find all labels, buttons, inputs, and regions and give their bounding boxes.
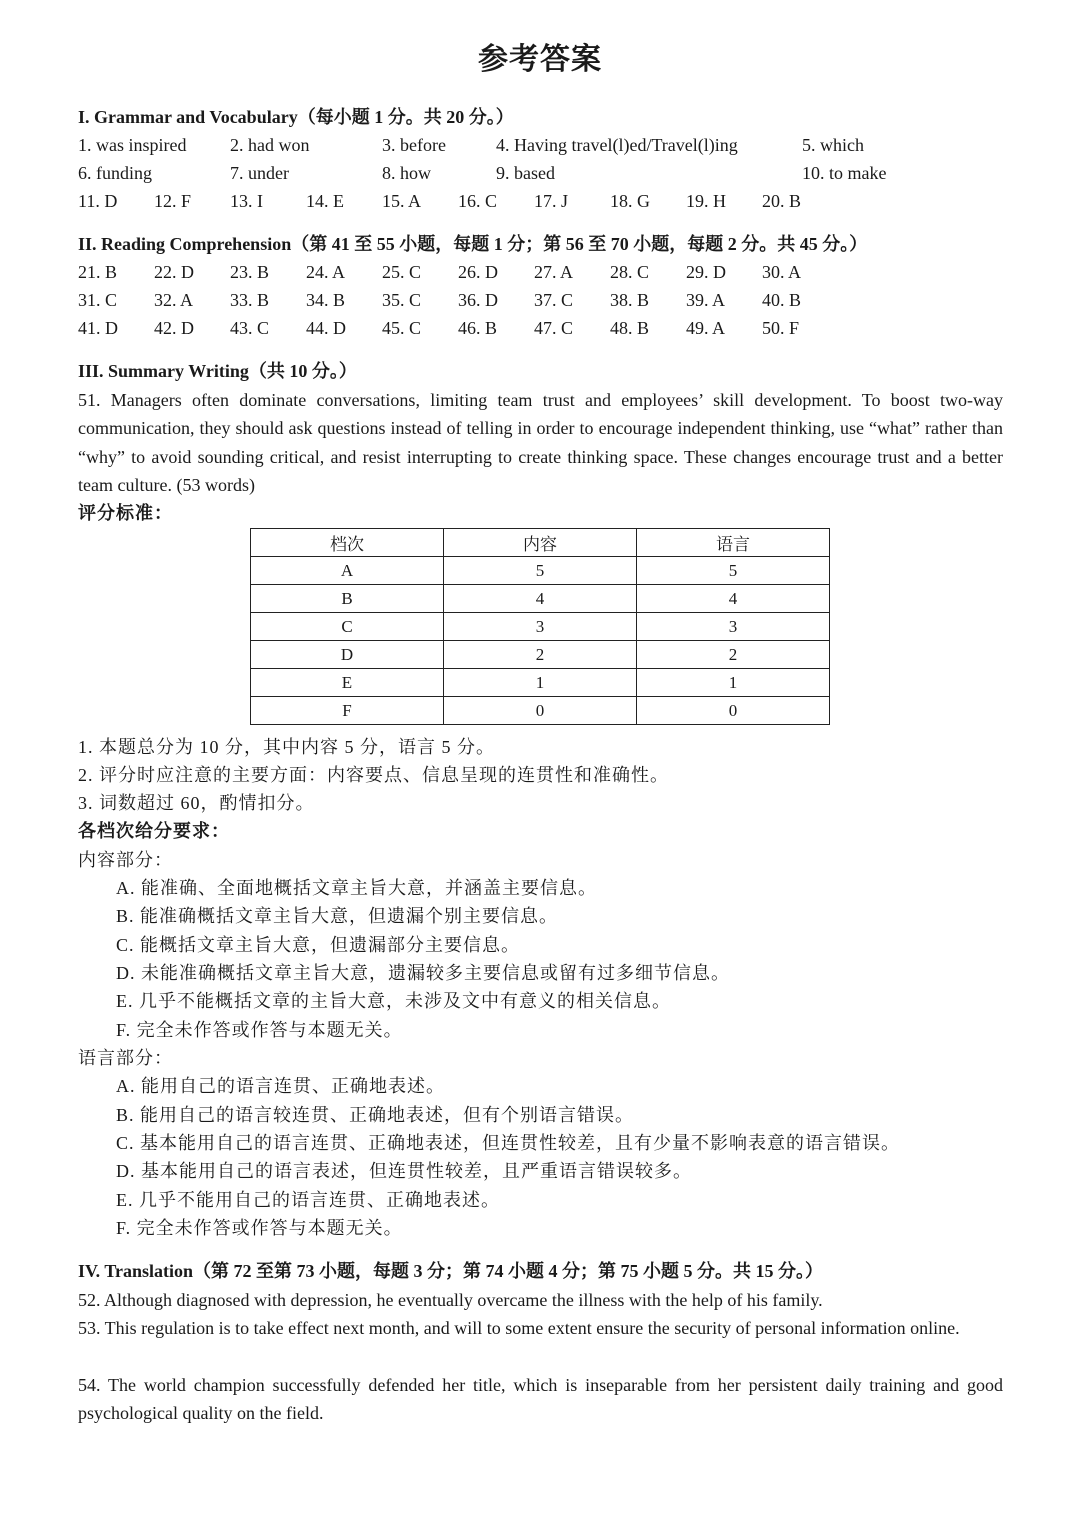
answer-37: 37. C bbox=[534, 290, 574, 310]
table-row bbox=[251, 585, 830, 613]
content-item-c: C. 能概括文章主旨大意，但遗漏部分主要信息。 bbox=[116, 935, 521, 955]
answer-49: 49. A bbox=[686, 318, 726, 338]
answer-26: 26. D bbox=[458, 262, 498, 282]
answer-41: 41. D bbox=[78, 318, 118, 338]
answer-22: 22. D bbox=[154, 262, 194, 282]
answer-46: 46. B bbox=[458, 318, 498, 338]
section4-heading: IV. Translation（第 72 至第 73 小题，每题 3 分；第 74 小题 4 分；第 75 小题 5 分。共 15 分。） bbox=[78, 1261, 824, 1281]
answer-18: 18. G bbox=[610, 191, 650, 211]
page-title: 参考答案 bbox=[478, 43, 602, 76]
table-header-cell: 内容 bbox=[444, 529, 637, 557]
content-item-e: E. 几乎不能概括文章的主旨大意，未涉及文中有意义的相关信息。 bbox=[116, 991, 671, 1011]
table-cell: 0 bbox=[637, 697, 830, 725]
section2-heading: II. Reading Comprehension（第 41 至 55 小题，每题 1 分；第 56 至 70 小题，每题 2 分。共 45 分。） bbox=[78, 234, 868, 254]
language-item-e: E. 几乎不能用自己的语言连贯、正确地表述。 bbox=[116, 1190, 500, 1210]
answer-45: 45. C bbox=[382, 318, 422, 338]
answer-39: 39. A bbox=[686, 290, 726, 310]
answer-10: 10. to make bbox=[802, 163, 887, 183]
answer-13: 13. I bbox=[230, 191, 263, 211]
answer-21: 21. B bbox=[78, 262, 118, 282]
content-item-f: F. 完全未作答或作答与本题无关。 bbox=[116, 1020, 403, 1040]
answer-42: 42. D bbox=[154, 318, 194, 338]
table-cell: 2 bbox=[444, 641, 637, 669]
answer-29: 29. D bbox=[686, 262, 726, 282]
note-1: 1. 本题总分为 10 分，其中内容 5 分，语言 5 分。 bbox=[78, 737, 495, 757]
table-header-row bbox=[251, 529, 830, 557]
criteria-label: 评分标准： bbox=[78, 503, 173, 523]
table-row bbox=[251, 613, 830, 641]
table-cell: B bbox=[251, 585, 444, 613]
table-cell: 4 bbox=[637, 585, 830, 613]
table-cell: 3 bbox=[637, 613, 830, 641]
table-cell: E bbox=[251, 669, 444, 697]
rubric-table bbox=[250, 528, 830, 725]
table-cell: 0 bbox=[444, 697, 637, 725]
answer-32: 32. A bbox=[154, 290, 194, 310]
table-header-cell: 语言 bbox=[637, 529, 830, 557]
section3-heading: III. Summary Writing（共 10 分。） bbox=[78, 361, 357, 381]
answer-27: 27. A bbox=[534, 262, 574, 282]
table-cell: 4 bbox=[444, 585, 637, 613]
answer-17: 17. J bbox=[534, 191, 569, 211]
answer-38: 38. B bbox=[610, 290, 650, 310]
content-label: 内容部分： bbox=[78, 850, 173, 870]
answer-50: 50. F bbox=[762, 318, 800, 338]
note-2: 2. 评分时应注意的主要方面：内容要点、信息呈现的连贯性和准确性。 bbox=[78, 765, 669, 785]
answer-48: 48. B bbox=[610, 318, 650, 338]
translation-answer-52: 52. Although diagnosed with depression, he eventually overcame the illness with the help of his family. bbox=[78, 1290, 823, 1310]
table-row bbox=[251, 697, 830, 725]
table-cell: 1 bbox=[444, 669, 637, 697]
answer-9: 9. based bbox=[496, 163, 555, 183]
answer-35: 35. C bbox=[382, 290, 422, 310]
table-cell: D bbox=[251, 641, 444, 669]
answer-28: 28. C bbox=[610, 262, 650, 282]
table-cell: 5 bbox=[637, 557, 830, 585]
content-item-a: A. 能准确、全面地概括文章主旨大意，并涵盖主要信息。 bbox=[116, 878, 597, 898]
translation-answer-54: 54. The world champion successfully defended her title, which is inseparable from her persistent daily training and good psychological quality on the field. bbox=[78, 1375, 1003, 1424]
answer-36: 36. D bbox=[458, 290, 498, 310]
answer-25: 25. C bbox=[382, 262, 422, 282]
answer-47: 47. C bbox=[534, 318, 574, 338]
answer-11: 11. D bbox=[78, 191, 118, 211]
table-header-cell: 档次 bbox=[251, 529, 444, 557]
translation-answer-53: 53. This regulation is to take effect next month, and will to some extent ensure the security of personal information online. bbox=[78, 1318, 960, 1338]
table-cell: C bbox=[251, 613, 444, 641]
answer-1: 1. was inspired bbox=[78, 135, 187, 155]
table-row bbox=[251, 557, 830, 585]
answer-43: 43. C bbox=[230, 318, 270, 338]
answer-24: 24. A bbox=[306, 262, 346, 282]
table-cell: A bbox=[251, 557, 444, 585]
summary-answer: 51. Managers often dominate conversations, limiting team trust and employees’ skill development. To boost two-way communication, they should ask questions instead of telling in order to encourage independent thinking, use “what” rather than “why” to avoid sounding critical, and resist interrupting to create thinking space. These changes encourage trust and a better team culture. (53 words) bbox=[78, 390, 1003, 495]
content-item-d: D. 未能准确概括文章主旨大意，遗漏较多主要信息或留有过多细节信息。 bbox=[116, 963, 730, 983]
answer-6: 6. funding bbox=[78, 163, 152, 183]
levels-label: 各档次给分要求： bbox=[78, 821, 230, 841]
table-cell: 5 bbox=[444, 557, 637, 585]
language-item-f: F. 完全未作答或作答与本题无关。 bbox=[116, 1218, 403, 1238]
language-item-c: C. 基本能用自己的语言连贯、正确地表述，但连贯性较差，且有少量不影响表意的语言错误。 bbox=[116, 1133, 901, 1153]
answer-30: 30. A bbox=[762, 262, 802, 282]
answer-5: 5. which bbox=[802, 135, 864, 155]
table-cell: 1 bbox=[637, 669, 830, 697]
answer-20: 20. B bbox=[762, 191, 802, 211]
table-cell: F bbox=[251, 697, 444, 725]
answer-19: 19. H bbox=[686, 191, 726, 211]
language-label: 语言部分： bbox=[78, 1048, 173, 1068]
answer-8: 8. how bbox=[382, 163, 431, 183]
answer-14: 14. E bbox=[306, 191, 344, 211]
answer-12: 12. F bbox=[154, 191, 192, 211]
language-item-a: A. 能用自己的语言连贯、正确地表述。 bbox=[116, 1076, 445, 1096]
answer-34: 34. B bbox=[306, 290, 346, 310]
table-cell: 3 bbox=[444, 613, 637, 641]
answer-16: 16. C bbox=[458, 191, 498, 211]
answer-2: 2. had won bbox=[230, 135, 310, 155]
answer-3: 3. before bbox=[382, 135, 446, 155]
answer-40: 40. B bbox=[762, 290, 802, 310]
table-row bbox=[251, 641, 830, 669]
answer-31: 31. C bbox=[78, 290, 118, 310]
language-item-d: D. 基本能用自己的语言表述，但连贯性较差，且严重语言错误较多。 bbox=[116, 1161, 692, 1181]
language-item-b: B. 能用自己的语言较连贯、正确地表述，但有个别语言错误。 bbox=[116, 1105, 635, 1125]
answer-44: 44. D bbox=[306, 318, 346, 338]
answer-15: 15. A bbox=[382, 191, 422, 211]
content-item-b: B. 能准确概括文章主旨大意，但遗漏个别主要信息。 bbox=[116, 906, 559, 926]
table-row bbox=[251, 669, 830, 697]
answer-7: 7. under bbox=[230, 163, 289, 183]
table-cell: 2 bbox=[637, 641, 830, 669]
answer-33: 33. B bbox=[230, 290, 270, 310]
answer-4: 4. Having travel(l)ed/Travel(l)ing bbox=[496, 135, 738, 155]
section1-heading: I. Grammar and Vocabulary（每小题 1 分。共 20 分。） bbox=[78, 107, 514, 127]
answer-23: 23. B bbox=[230, 262, 270, 282]
note-3: 3. 词数超过 60，酌情扣分。 bbox=[78, 793, 315, 813]
